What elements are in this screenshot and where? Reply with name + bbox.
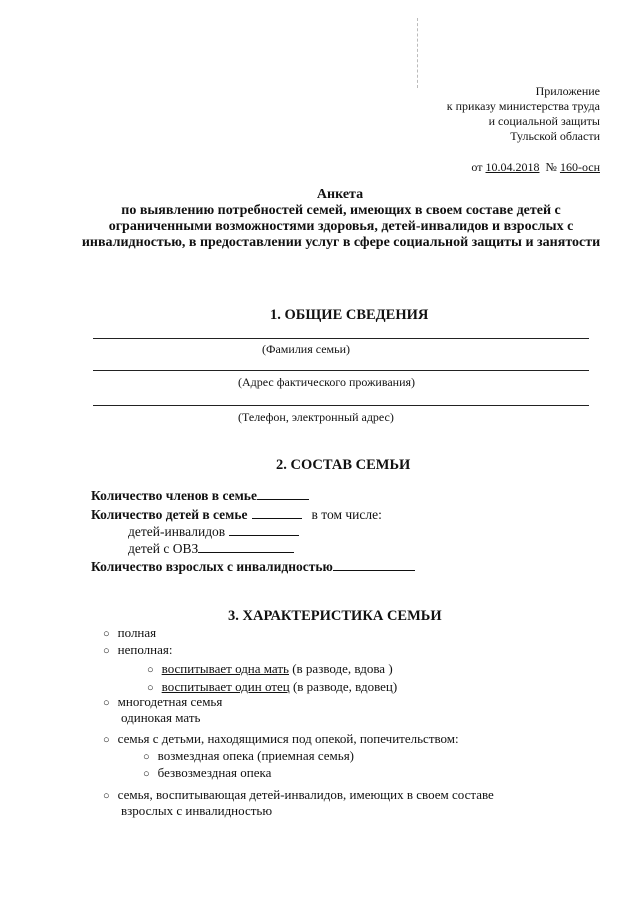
disabled-adults-field[interactable] bbox=[333, 558, 415, 571]
option-large-family[interactable] bbox=[103, 694, 222, 710]
disabled-children-label: детей-инвалидов bbox=[128, 524, 226, 539]
children-label: Количество детей в семье bbox=[91, 507, 248, 522]
disabled-children-field[interactable] bbox=[229, 523, 299, 536]
annex-order bbox=[471, 160, 600, 174]
members-label: Количество членов в семье bbox=[91, 488, 257, 503]
including-label: в том числе: bbox=[311, 507, 382, 522]
option-mother-label: воспитывает одна мать bbox=[161, 661, 289, 676]
radio-circle-icon[interactable]: ○ bbox=[103, 790, 110, 802]
option-mother[interactable] bbox=[147, 661, 393, 677]
option-guardianship-label: семья с детьми, находящимися под опекой, попечительством: bbox=[117, 731, 459, 746]
radio-circle-icon[interactable]: ○ bbox=[143, 751, 150, 763]
option-paid-guardianship[interactable] bbox=[143, 748, 354, 764]
section2-heading: 2. СОСТАВ СЕМЬИ bbox=[276, 457, 411, 473]
radio-circle-icon[interactable]: ○ bbox=[143, 768, 150, 780]
radio-circle-icon[interactable]: ○ bbox=[147, 664, 154, 676]
ovz-children-label: детей с ОВЗ bbox=[128, 541, 199, 556]
option-full-label: полная bbox=[117, 625, 157, 640]
scan-fold-mark bbox=[417, 18, 418, 88]
members-field[interactable] bbox=[257, 487, 309, 500]
form-title: по выявлению потребностей семей, имеющих в своем составе детей с ограниченными возможностями здоровья, детей-инвалидов и взрослых с инвалидностью, в предоставлении услуг в сфере социальной защиты и занятости bbox=[81, 203, 601, 250]
disabled-children-row bbox=[128, 523, 299, 541]
caption-address: (Адрес фактического проживания) bbox=[238, 375, 416, 389]
family-name-line[interactable] bbox=[93, 338, 589, 339]
option-large-family-label: многодетная семья bbox=[117, 694, 223, 709]
ovz-children-row bbox=[128, 540, 294, 558]
order-number: 160-осн bbox=[559, 160, 600, 174]
option-paid-guardianship-label: возмездная опека (приемная семья) bbox=[157, 748, 355, 763]
annex-line-3: и социальной защиты bbox=[488, 114, 600, 128]
annex-line-4: Тульской области bbox=[510, 129, 600, 143]
ovz-children-field[interactable] bbox=[198, 540, 294, 553]
option-unpaid-guardianship[interactable] bbox=[143, 765, 271, 781]
radio-circle-icon[interactable]: ○ bbox=[103, 628, 110, 640]
radio-circle-icon[interactable]: ○ bbox=[103, 645, 110, 657]
annex-line-1: Приложение bbox=[535, 84, 600, 98]
annex-line-2: к приказу министерства труда bbox=[446, 99, 600, 113]
option-incomplete[interactable] bbox=[103, 642, 172, 658]
option-guardianship[interactable] bbox=[103, 731, 459, 747]
order-from: от bbox=[471, 160, 483, 174]
members-row bbox=[91, 487, 309, 505]
option-unpaid-guardianship-label: безвозмездная опека bbox=[157, 765, 272, 780]
option-father[interactable] bbox=[147, 679, 397, 695]
option-father-label: воспитывает один отец bbox=[161, 679, 290, 694]
option-disabled-family[interactable] bbox=[103, 787, 494, 803]
option-single-mother-label: одинокая мать bbox=[121, 710, 201, 725]
children-row bbox=[91, 506, 382, 524]
children-field[interactable] bbox=[252, 506, 302, 519]
option-full[interactable] bbox=[103, 625, 156, 641]
option-disabled-family-cont bbox=[121, 803, 272, 819]
section1-heading: 1. ОБЩИЕ СВЕДЕНИЯ bbox=[270, 307, 429, 323]
section3-heading: 3. ХАРАКТЕРИСТИКА СЕМЬИ bbox=[228, 608, 442, 624]
disabled-adults-row bbox=[91, 558, 415, 576]
contacts-line[interactable] bbox=[93, 405, 589, 406]
order-date: 10.04.2018 bbox=[485, 160, 540, 174]
option-mother-note: (в разводе, вдова ) bbox=[288, 661, 393, 676]
caption-family: (Фамилия семьи) bbox=[262, 342, 351, 356]
option-single-mother[interactable] bbox=[121, 710, 200, 726]
option-father-note: (в разводе, вдовец) bbox=[289, 679, 398, 694]
radio-circle-icon[interactable]: ○ bbox=[103, 697, 110, 709]
address-line[interactable] bbox=[93, 370, 589, 371]
option-disabled-family-label: семья, воспитывающая детей-инвалидов, имеющих в своем составе bbox=[117, 787, 494, 802]
caption-contacts: (Телефон, электронный адрес) bbox=[238, 410, 394, 424]
order-no-sign: № bbox=[545, 160, 557, 174]
option-disabled-family-label-2: взрослых с инвалидностью bbox=[121, 803, 273, 818]
radio-circle-icon[interactable]: ○ bbox=[147, 682, 154, 694]
form-heading: Анкета bbox=[316, 187, 364, 202]
disabled-adults-label: Количество взрослых с инвалидностью bbox=[91, 559, 333, 574]
radio-circle-icon[interactable]: ○ bbox=[103, 734, 110, 746]
option-incomplete-label: неполная: bbox=[117, 642, 173, 657]
